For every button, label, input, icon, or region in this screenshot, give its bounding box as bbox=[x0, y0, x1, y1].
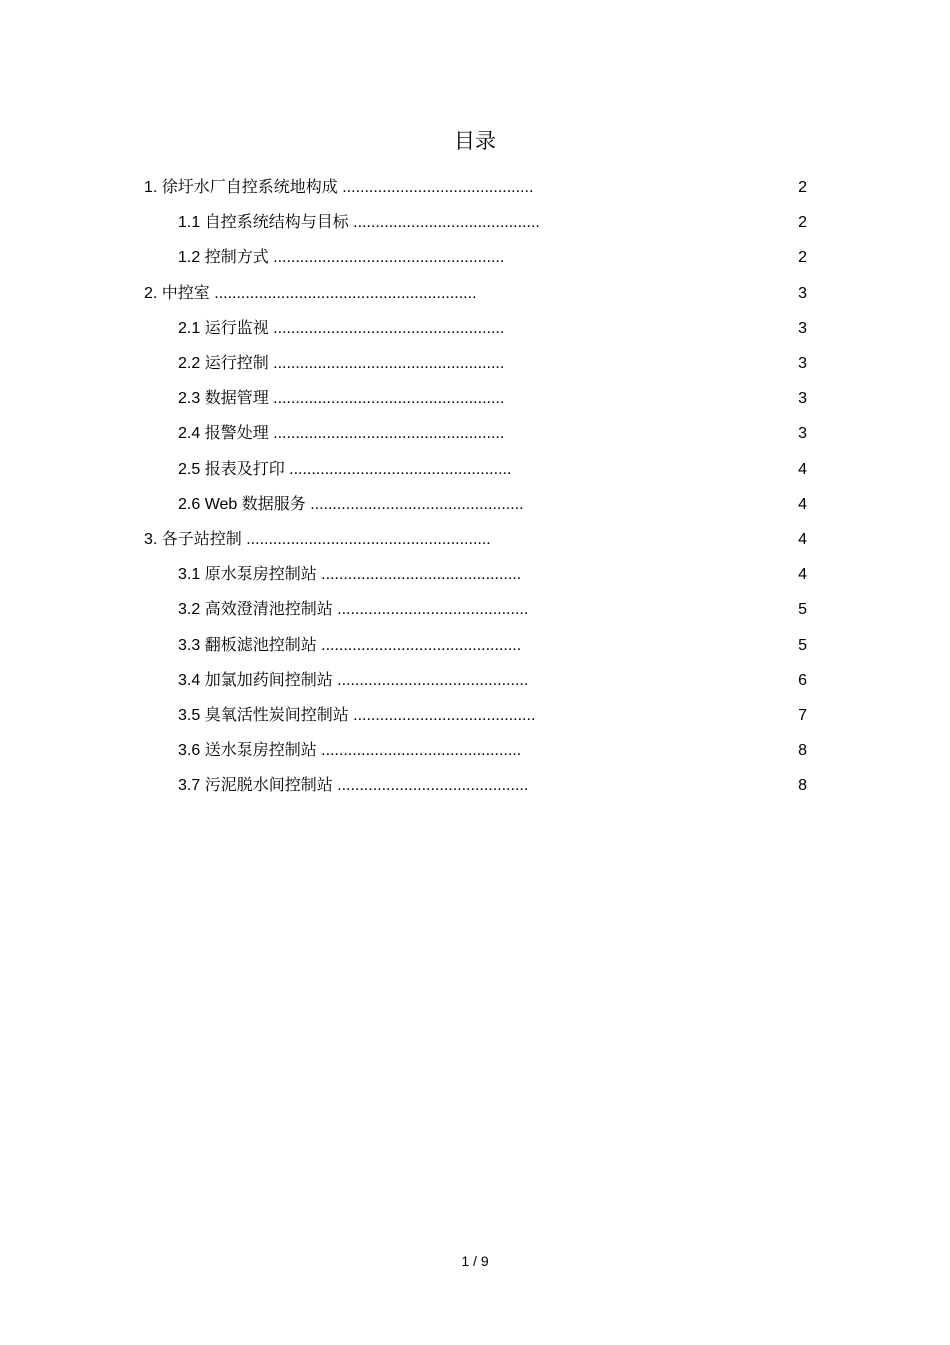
toc-entry-page-number: 5 bbox=[798, 637, 807, 654]
toc-entry-page-number: 4 bbox=[798, 531, 807, 548]
toc-entry-label[interactable]: 1.1 自控系统结构与目标 .......................................... bbox=[178, 214, 540, 231]
toc-entry-label[interactable]: 3. 各子站控制 ....................................................... bbox=[144, 531, 491, 548]
toc-entry-label[interactable]: 2.5 报表及打印 .................................................. bbox=[178, 461, 512, 478]
toc-entry-page-number: 8 bbox=[798, 777, 807, 794]
toc-entry-label[interactable]: 2.1 运行监视 .................................................... bbox=[178, 320, 505, 337]
toc-entry-page-number: 4 bbox=[798, 461, 807, 478]
toc-entry-label[interactable]: 3.4 加氯加药间控制站 ........................................... bbox=[178, 672, 529, 689]
toc-entry-label[interactable]: 3.3 翻板滤池控制站 ............................................. bbox=[178, 637, 522, 654]
toc-entry-page-number: 3 bbox=[798, 320, 807, 337]
toc-entry-page-number: 3 bbox=[798, 285, 807, 302]
toc-entry-page-number: 2 bbox=[798, 179, 807, 196]
toc-entry-label[interactable]: 2.3 数据管理 .................................................... bbox=[178, 390, 505, 407]
toc-entry-label[interactable]: 2. 中控室 ........................................................... bbox=[144, 285, 477, 302]
toc-entry-page-number: 4 bbox=[798, 496, 807, 513]
toc-entry-page-number: 5 bbox=[798, 601, 807, 618]
toc-entry-page-number: 3 bbox=[798, 355, 807, 372]
toc-entry-page-number: 2 bbox=[798, 249, 807, 266]
toc-entry-label[interactable]: 3.2 高效澄清池控制站 ........................................... bbox=[178, 601, 529, 618]
toc-title: 目录 bbox=[454, 129, 496, 153]
toc-entry-label[interactable]: 3.7 污泥脱水间控制站 ........................................... bbox=[178, 777, 529, 794]
toc-entry-label[interactable]: 2.2 运行控制 .................................................... bbox=[178, 355, 505, 372]
toc-entry-label[interactable]: 3.1 原水泵房控制站 ............................................. bbox=[178, 566, 522, 583]
toc-entry-page-number: 7 bbox=[798, 707, 807, 724]
toc-entry-page-number: 8 bbox=[798, 742, 807, 759]
toc-entry-page-number: 2 bbox=[798, 214, 807, 231]
toc-entry-label[interactable]: 1. 徐圩水厂自控系统地构成 ........................................... bbox=[144, 179, 534, 196]
toc-entry-label[interactable]: 1.2 控制方式 .................................................... bbox=[178, 249, 505, 266]
toc-entry-label[interactable]: 3.5 臭氧活性炭间控制站 ......................................... bbox=[178, 707, 536, 724]
toc-entry-page-number: 3 bbox=[798, 390, 807, 407]
toc-entry-page-number: 6 bbox=[798, 672, 807, 689]
toc-entry-label[interactable]: 3.6 送水泵房控制站 ............................................. bbox=[178, 742, 522, 759]
toc-entry-page-number: 4 bbox=[798, 566, 807, 583]
toc-entry-page-number: 3 bbox=[798, 425, 807, 442]
toc-entry-label[interactable]: 2.4 报警处理 .................................................... bbox=[178, 425, 505, 442]
page-indicator: 1 / 9 bbox=[461, 1253, 489, 1269]
toc-entry-label[interactable]: 2.6 Web 数据服务 ................................................ bbox=[178, 496, 524, 513]
